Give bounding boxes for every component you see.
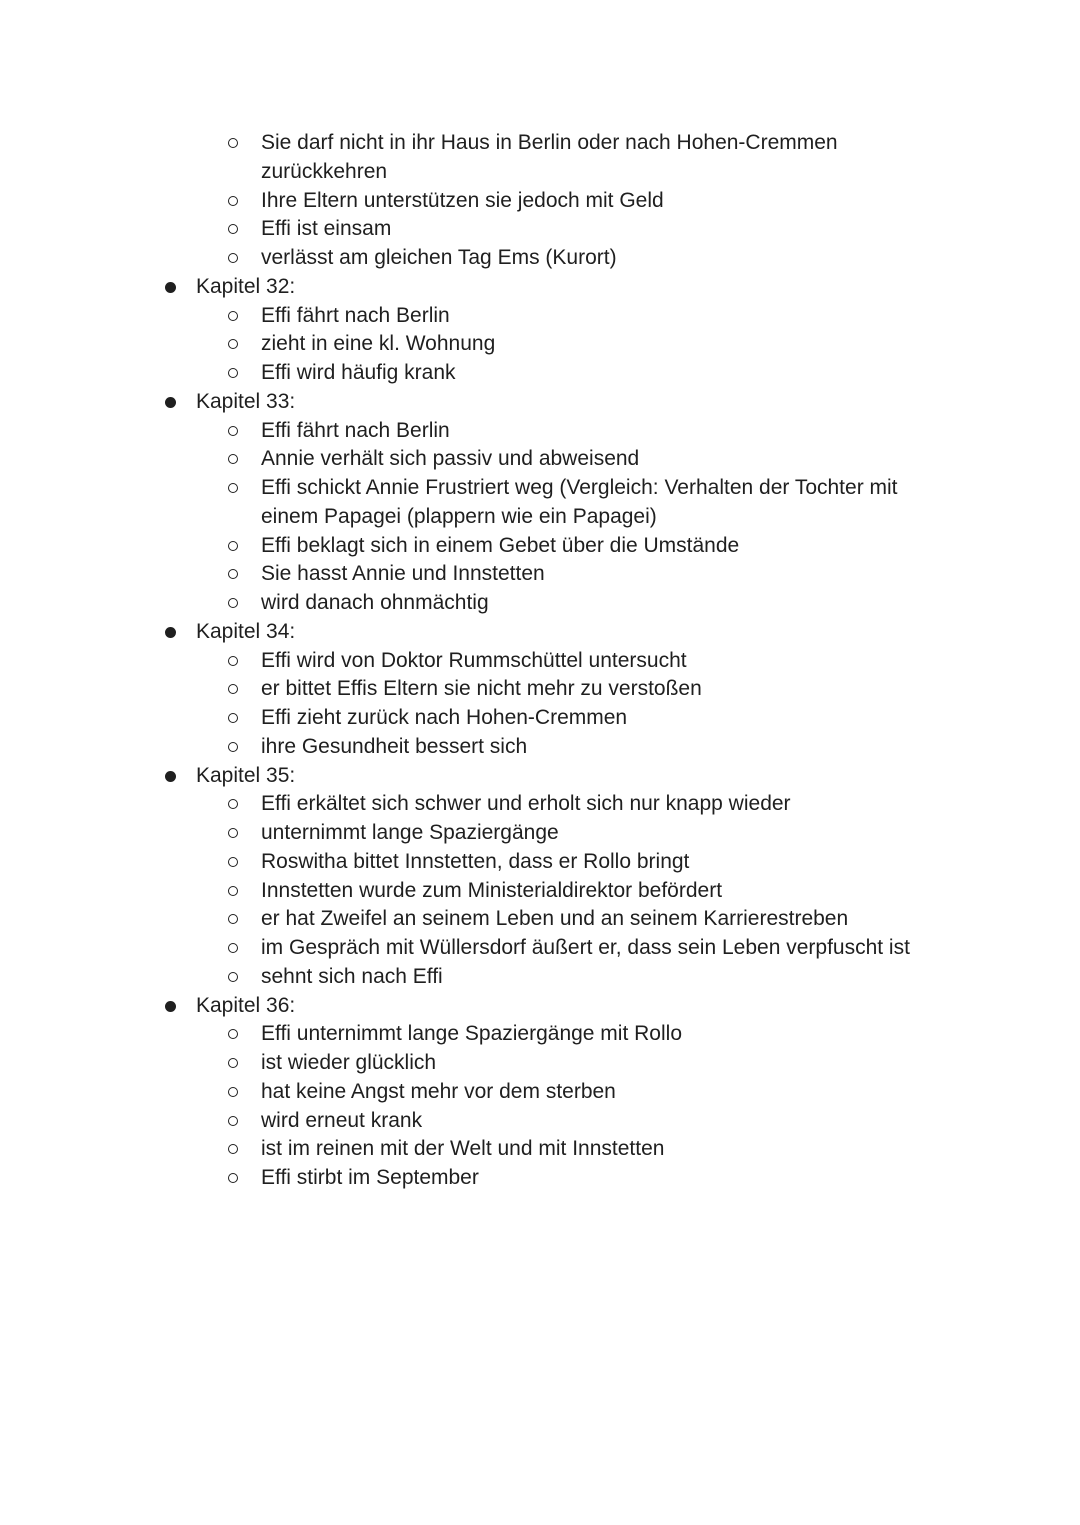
hollow-bullet-icon: [228, 972, 238, 982]
filled-bullet-icon: [165, 771, 176, 782]
hollow-bullet-icon: [228, 454, 238, 464]
list-item: [0, 474, 1080, 503]
list-item: [0, 445, 1080, 474]
list-item-text: zieht in eine kl. Wohnung: [261, 332, 496, 356]
list-item: [0, 1107, 1080, 1136]
list-item: [0, 1020, 1080, 1049]
list-item-text: Effi fährt nach Berlin: [261, 303, 450, 327]
list-item: [0, 1078, 1080, 1107]
list-item-text: Innstetten wurde zum Ministerialdirektor befördert: [261, 878, 723, 902]
list-item: [0, 129, 1080, 158]
list-item: [0, 647, 1080, 676]
list-item-text: Effi schickt Annie Frustriert weg (Vergleich: Verhalten der Tochter mit: [261, 476, 898, 499]
filled-bullet-icon: [165, 282, 176, 293]
list-item-text: Roswitha bittet Innstetten, dass er Rollo bringt: [261, 849, 690, 873]
chapter-heading: [0, 992, 1080, 1021]
hollow-bullet-icon: [228, 1144, 238, 1154]
hollow-bullet-icon: [228, 713, 238, 723]
list-item-text: unternimmt lange Spaziergänge: [261, 821, 559, 844]
list-item: [0, 589, 1080, 618]
hollow-bullet-icon: [228, 541, 238, 551]
hollow-bullet-icon: [228, 742, 238, 752]
list-item-text: sehnt sich nach Effi: [261, 964, 443, 988]
list-item-text: ist im reinen mit der Welt und mit Innstetten: [261, 1137, 665, 1161]
list-item: [0, 675, 1080, 704]
list-item-text: verlässt am gleichen Tag Ems (Kurort): [261, 246, 617, 269]
chapter-title: Kapitel 36:: [196, 993, 296, 1017]
list-item-text: wird erneut krank: [261, 1108, 423, 1132]
hollow-bullet-icon: [228, 426, 238, 436]
list-item: [0, 560, 1080, 589]
chapter-heading: [0, 388, 1080, 417]
list-item-text: einem Papagei (plappern wie ein Papagei): [261, 504, 657, 528]
list-item-text: Ihre Eltern unterstützen sie jedoch mit Geld: [261, 188, 664, 212]
hollow-bullet-icon: [228, 943, 238, 953]
list-item-text: im Gespräch mit Wüllersdorf äußert er, dass sein Leben verpfuscht ist: [261, 936, 910, 959]
list-item: [0, 963, 1080, 992]
chapter-title: Kapitel 34:: [196, 619, 296, 643]
hollow-bullet-icon: [228, 339, 238, 349]
list-item: [0, 187, 1080, 216]
list-item-text: wird danach ohnmächtig: [261, 591, 489, 614]
hollow-bullet-icon: [228, 857, 238, 867]
chapter-title: Kapitel 33:: [196, 389, 296, 413]
list-item: [0, 848, 1080, 877]
list-item: [0, 1164, 1080, 1193]
chapter-heading: [0, 273, 1080, 302]
list-item-continuation: [0, 503, 1080, 532]
chapter-heading: [0, 618, 1080, 647]
hollow-bullet-icon: [228, 196, 238, 206]
list-item-text: Sie hasst Annie und Innstetten: [261, 562, 545, 586]
document-page: [0, 129, 1080, 1193]
hollow-bullet-icon: [228, 828, 238, 838]
list-item-continuation: [0, 158, 1080, 187]
list-item-text: Sie darf nicht in ihr Haus in Berlin oder nach Hohen-Cremmen: [261, 131, 838, 154]
hollow-bullet-icon: [228, 569, 238, 579]
list-item-text: ist wieder glücklich: [261, 1051, 437, 1074]
hollow-bullet-icon: [228, 914, 238, 924]
filled-bullet-icon: [165, 397, 176, 408]
list-item: [0, 417, 1080, 446]
list-item-text: Effi wird von Doktor Rummschüttel untersucht: [261, 648, 687, 672]
hollow-bullet-icon: [228, 253, 238, 263]
list-item-text: Effi unternimmt lange Spaziergänge mit Rollo: [261, 1022, 682, 1046]
list-item: [0, 532, 1080, 561]
hollow-bullet-icon: [228, 598, 238, 608]
list-item: [0, 877, 1080, 906]
list-item: [0, 359, 1080, 388]
list-item-text: Effi wird häufig krank: [261, 361, 456, 384]
list-item: [0, 905, 1080, 934]
list-item: [0, 1049, 1080, 1078]
list-item: [0, 244, 1080, 273]
list-item-text: Effi stirbt im September: [261, 1166, 479, 1189]
list-item: [0, 934, 1080, 963]
list-item-text: Effi beklagt sich in einem Gebet über die Umstände: [261, 533, 740, 557]
list-item: [0, 330, 1080, 359]
list-item: [0, 1135, 1080, 1164]
list-item-text: Effi fährt nach Berlin: [261, 418, 450, 442]
list-item-text: Effi erkältet sich schwer und erholt sich nur knapp wieder: [261, 792, 791, 816]
list-item: [0, 819, 1080, 848]
hollow-bullet-icon: [228, 1116, 238, 1126]
list-item: [0, 790, 1080, 819]
hollow-bullet-icon: [228, 799, 238, 809]
hollow-bullet-icon: [228, 1029, 238, 1039]
list-item-text: Effi ist einsam: [261, 217, 392, 241]
hollow-bullet-icon: [228, 656, 238, 666]
list-item-text: hat keine Angst mehr vor dem sterben: [261, 1079, 616, 1103]
list-item-text: er hat Zweifel an seinem Leben und an seinem Karrierestreben: [261, 907, 849, 931]
chapter-title: Kapitel 32:: [196, 274, 296, 298]
chapter-title: Kapitel 35:: [196, 763, 296, 787]
hollow-bullet-icon: [228, 368, 238, 378]
hollow-bullet-icon: [228, 886, 238, 896]
list-item: [0, 215, 1080, 244]
list-item-text: Effi zieht zurück nach Hohen-Cremmen: [261, 706, 628, 729]
list-item-text: Annie verhält sich passiv und abweisend: [261, 447, 640, 471]
hollow-bullet-icon: [228, 1087, 238, 1097]
hollow-bullet-icon: [228, 1173, 238, 1183]
filled-bullet-icon: [165, 627, 176, 638]
list-item: [0, 733, 1080, 762]
list-item: [0, 302, 1080, 331]
list-item-text: er bittet Effis Eltern sie nicht mehr zu verstoßen: [261, 677, 702, 701]
hollow-bullet-icon: [228, 138, 238, 148]
hollow-bullet-icon: [228, 483, 238, 493]
hollow-bullet-icon: [228, 1058, 238, 1068]
hollow-bullet-icon: [228, 224, 238, 234]
chapter-heading: [0, 762, 1080, 791]
hollow-bullet-icon: [228, 684, 238, 694]
filled-bullet-icon: [165, 1001, 176, 1012]
list-item-text: zurückkehren: [261, 159, 388, 183]
list-item-text: ihre Gesundheit bessert sich: [261, 734, 528, 758]
hollow-bullet-icon: [228, 311, 238, 321]
list-item: [0, 704, 1080, 733]
